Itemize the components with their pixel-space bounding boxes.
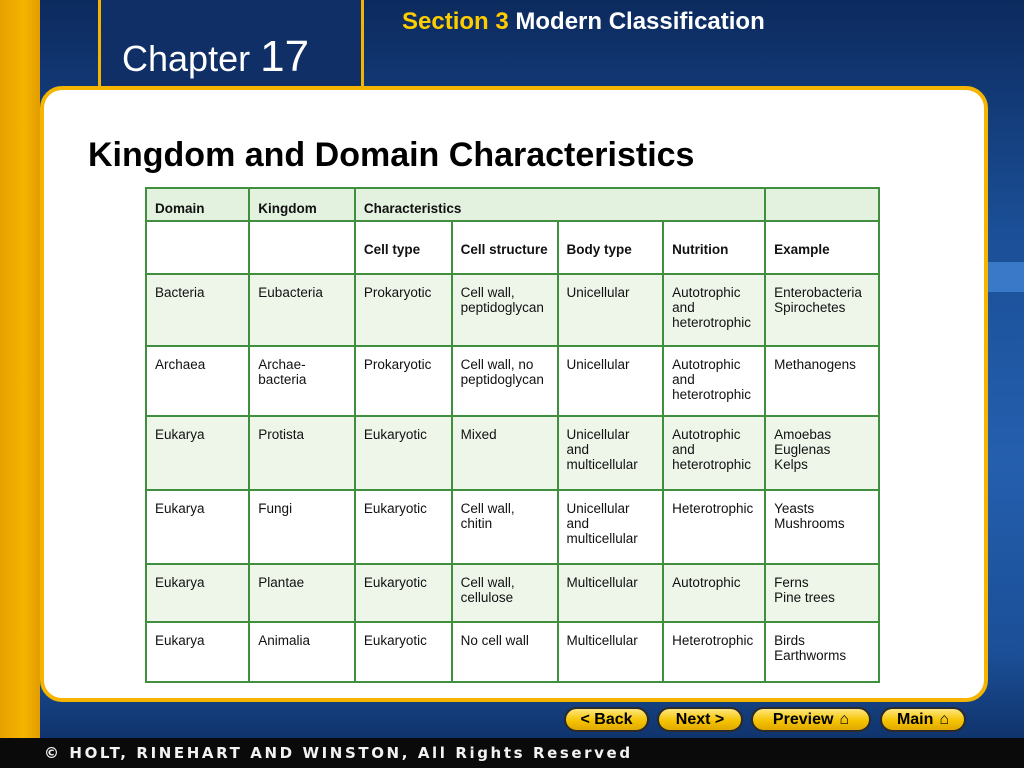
cell-kingdom: Fungi <box>249 490 355 564</box>
table-row <box>146 490 879 564</box>
cell-cell-type: Eukaryotic <box>355 564 452 622</box>
cell-nutrition: Heterotrophic <box>663 490 765 564</box>
cell-nutrition: Autotrophic and heterotrophic <box>663 346 765 416</box>
cell-cell-structure: Cell wall, cellulose <box>452 564 558 622</box>
back-button[interactable] <box>564 707 649 732</box>
cell-cell-structure: Cell wall, chitin <box>452 490 558 564</box>
table-header-row <box>146 188 879 221</box>
cell-body-type: Multicellular <box>558 564 664 622</box>
cell-cell-type: Eukaryotic <box>355 622 452 682</box>
cell-nutrition: Autotrophic and heterotrophic <box>663 274 765 346</box>
cell-cell-structure: Cell wall, peptidoglycan <box>452 274 558 346</box>
cell-kingdom: Animalia <box>249 622 355 682</box>
subheader-cell <box>249 221 355 274</box>
cell-example: Ferns Pine trees <box>765 564 879 622</box>
cell-example: Birds Earthworms <box>765 622 879 682</box>
table-row <box>146 416 879 490</box>
cell-body-type: Multicellular <box>558 622 664 682</box>
cell-example: Enterobacteria Spirochetes <box>765 274 879 346</box>
left-accent-bar <box>0 0 40 738</box>
cell-cell-type: Prokaryotic <box>355 274 452 346</box>
cell-cell-structure: Mixed <box>452 416 558 490</box>
cell-cell-type: Prokaryotic <box>355 346 452 416</box>
cell-domain: Eukarya <box>146 416 249 490</box>
chapter-title <box>122 32 309 82</box>
cell-kingdom: Eubacteria <box>249 274 355 346</box>
cell-kingdom: Archae- bacteria <box>249 346 355 416</box>
copyright-text: © HOLT, RINEHART AND WINSTON, All Rights Reserved <box>44 744 633 762</box>
decorative-stripe <box>984 262 1024 292</box>
table-row <box>146 622 879 682</box>
table-row <box>146 274 879 346</box>
subheader-body-type: Body type <box>558 221 664 274</box>
table-subheader-row <box>146 221 879 274</box>
cell-domain: Eukarya <box>146 564 249 622</box>
table-row <box>146 564 879 622</box>
subheader-cell <box>146 221 249 274</box>
cell-example: Amoebas Euglenas Kelps <box>765 416 879 490</box>
page-title: Kingdom and Domain Characteristics <box>88 136 695 174</box>
main-label: Main <box>896 710 934 728</box>
subheader-nutrition: Nutrition <box>663 221 765 274</box>
home-icon: ⌂ <box>839 710 850 728</box>
cell-cell-type: Eukaryotic <box>355 490 452 564</box>
classification-table <box>145 187 880 683</box>
cell-nutrition: Heterotrophic <box>663 622 765 682</box>
main-button[interactable] <box>880 707 966 732</box>
cell-domain: Eukarya <box>146 490 249 564</box>
table-row <box>146 346 879 416</box>
back-label: < Back <box>580 710 633 728</box>
preview-button[interactable] <box>751 707 871 732</box>
column-header-domain: Domain <box>146 188 249 221</box>
cell-cell-structure: No cell wall <box>452 622 558 682</box>
cell-body-type: Unicellular <box>558 274 664 346</box>
subheader-cell-structure: Cell structure <box>452 221 558 274</box>
next-label: Next > <box>675 710 725 728</box>
section-title <box>402 8 765 36</box>
cell-kingdom: Protista <box>249 416 355 490</box>
home-icon: ⌂ <box>939 710 950 728</box>
chapter-word: Chapter <box>122 38 251 79</box>
chapter-number: 17 <box>260 32 310 81</box>
cell-nutrition: Autotrophic and heterotrophic <box>663 416 765 490</box>
subheader-example: Example <box>765 221 879 274</box>
section-label: Section 3 <box>402 8 509 35</box>
cell-domain: Bacteria <box>146 274 249 346</box>
cell-body-type: Unicellular <box>558 346 664 416</box>
subheader-cell-type: Cell type <box>355 221 452 274</box>
cell-body-type: Unicellular and multicellular <box>558 490 664 564</box>
cell-domain: Archaea <box>146 346 249 416</box>
cell-example: Yeasts Mushrooms <box>765 490 879 564</box>
cell-cell-structure: Cell wall, no peptidoglycan <box>452 346 558 416</box>
cell-body-type: Unicellular and multicellular <box>558 416 664 490</box>
cell-nutrition: Autotrophic <box>663 564 765 622</box>
cell-domain: Eukarya <box>146 622 249 682</box>
section-name: Modern Classification <box>515 8 765 35</box>
column-header-kingdom: Kingdom <box>249 188 355 221</box>
cell-kingdom: Plantae <box>249 564 355 622</box>
column-header-blank <box>765 188 879 221</box>
cell-example: Methanogens <box>765 346 879 416</box>
cell-cell-type: Eukaryotic <box>355 416 452 490</box>
column-header-characteristics: Characteristics <box>355 188 765 221</box>
preview-label: Preview <box>772 710 834 728</box>
next-button[interactable] <box>657 707 743 732</box>
